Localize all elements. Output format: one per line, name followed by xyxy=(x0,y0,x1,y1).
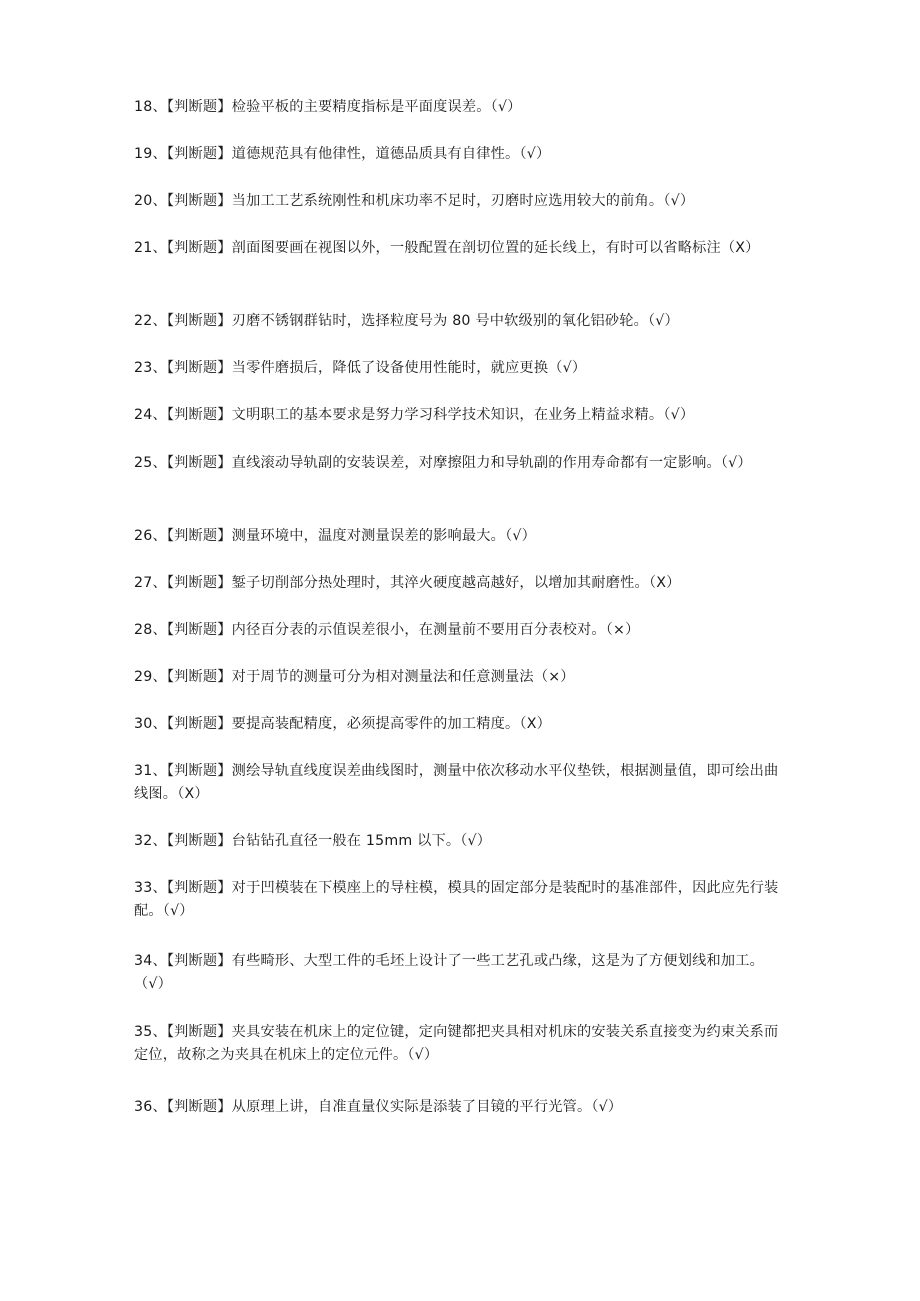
question-36: 36、【判断题】从原理上讲，自准直量仪实际是添装了目镜的平行光管。（√） xyxy=(134,1099,623,1115)
question-32: 32、【判断题】台钻钻孔直径一般在 15mm 以下。（√） xyxy=(134,833,492,849)
question-29: 29、【判断题】对于周节的测量可分为相对测量法和任意测量法（×） xyxy=(134,669,575,685)
question-30: 30、【判断题】要提高装配精度，必须提高零件的加工精度。（X） xyxy=(134,716,552,732)
question-20: 20、【判断题】当加工工艺系统刚性和机床功率不足时，刃磨时应选用较大的前角。（√） xyxy=(134,193,695,209)
question-25: 25、【判断题】直线滚动导轨副的安装误差，对摩擦阻力和导轨副的作用寿命都有一定影响。（√） xyxy=(134,455,752,471)
question-33: 33、【判断题】对于凹模装在下模座上的导柱模，模具的固定部分是装配时的基准部件，因此应先行装配。（√） xyxy=(134,880,779,919)
question-24: 24、【判断题】文明职工的基本要求是努力学习科学技术知识，在业务上精益求精。（√） xyxy=(134,407,695,423)
question-22: 22、【判断题】刃磨不锈钢群钻时，选择粒度号为 80 号中软级别的氧化铝砂轮。（√） xyxy=(134,313,679,329)
question-34: 34、【判断题】有些畸形、大型工件的毛坯上设计了一些工艺孔或凸缘，这是为了方便划线和加工。（√） xyxy=(134,953,765,992)
question-23: 23、【判断题】当零件磨损后，降低了设备使用性能时，就应更换（√） xyxy=(134,360,587,376)
question-18: 18、【判断题】检验平板的主要精度指标是平面度误差。（√） xyxy=(134,99,522,115)
question-31: 31、【判断题】测绘导轨直线度误差曲线图时，测量中依次移动水平仪垫铁，根据测量值，即可绘出曲线图。（X） xyxy=(134,763,779,802)
question-19: 19、【判断题】道德规范具有他律性，道德品质具有自律性。（√） xyxy=(134,146,551,162)
question-21: 21、【判断题】剖面图要画在视图以外，一般配置在剖切位置的延长线上，有时可以省略标注（X） xyxy=(134,240,760,256)
question-26: 26、【判断题】测量环境中，温度对测量误差的影响最大。（√） xyxy=(134,528,536,544)
question-35: 35、【判断题】夹具安装在机床上的定位键，定向键都把夹具相对机床的安装关系直接变为约束关系而定位，故称之为夹具在机床上的定位元件。（√） xyxy=(134,1024,779,1063)
question-28: 28、【判断题】内径百分表的示值误差很小，在测量前不要用百分表校对。（×） xyxy=(134,622,640,638)
question-27: 27、【判断题】錾子切削部分热处理时，其淬火硬度越高越好，以增加其耐磨性。（X） xyxy=(134,575,681,591)
